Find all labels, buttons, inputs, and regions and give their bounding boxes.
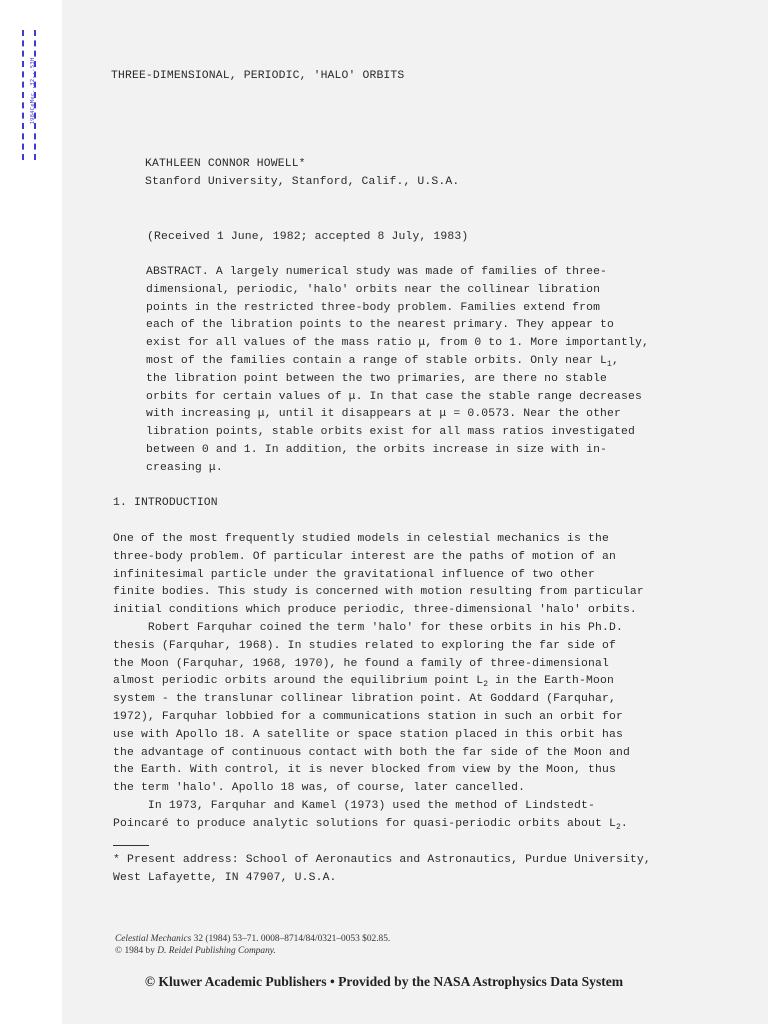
intro-line: [113, 798, 644, 816]
abstract-line-text: points in the restricted three-body problem. Families extend from: [146, 301, 601, 314]
subscript: 1: [607, 359, 612, 369]
abstract-line-tail: ,: [612, 354, 619, 367]
intro-line-text: three-body problem. Of particular interest are the paths of motion of an: [113, 550, 616, 563]
intro-line-text: use with Apollo 18. A satellite or space station placed in this orbit has: [113, 728, 623, 741]
intro-line-text: almost periodic orbits around the equilibrium point L: [113, 675, 484, 688]
paper-title: THREE-DIMENSIONAL, PERIODIC, 'HALO' ORBITS: [111, 70, 405, 82]
bibcode-stamp: [22, 30, 36, 160]
section-heading: 1. INTRODUCTION: [113, 497, 218, 509]
ads-footer: © Kluwer Academic Publishers • Provided by the NASA Astrophysics Data System: [144, 974, 624, 989]
footnote-rule: [113, 845, 149, 846]
abstract-line: [146, 406, 649, 424]
abstract-line: [146, 389, 649, 407]
author-name: KATHLEEN CONNOR HOWELL*: [145, 158, 306, 170]
intro-line-text: system - the translunar collinear libration point. At Goddard (Farquhar,: [113, 693, 616, 706]
abstract-line: [146, 282, 649, 300]
subscript: 2: [483, 680, 489, 690]
journal-line: [115, 933, 390, 945]
journal-name: Celestial Mechanics: [115, 934, 192, 944]
abstract-line: [146, 353, 649, 371]
abstract-line-text: libration points, stable orbits exist for all mass ratios investigated: [146, 426, 635, 439]
intro-line-tail: .: [620, 817, 628, 830]
intro-line: [113, 762, 644, 780]
intro-line-text: the term 'halo'. Apollo 18 was, of course, later cancelled.: [113, 782, 526, 795]
intro-line: [113, 584, 644, 602]
intro-line-text: In 1973, Farquhar and Kamel (1973) used the method of Lindstedt-: [113, 799, 595, 812]
footnote: [113, 852, 651, 888]
journal-volume: 32 (1984) 53–71. 0008–8714/84/0321–0053 $02.85.: [191, 934, 391, 944]
intro-line: [113, 691, 644, 709]
intro-line-text: Poincaré to produce analytic solutions for quasi-periodic orbits about L: [113, 817, 616, 830]
intro-line: [113, 727, 644, 745]
abstract-line: [146, 371, 649, 389]
intro-line-tail: in the Earth-Moon: [488, 675, 614, 688]
abstract-line-text: ABSTRACT. A largely numerical study was made of families of three-: [146, 266, 608, 278]
intro-line-text: One of the most frequently studied models in celestial mechanics is the: [113, 533, 609, 545]
publisher-name: D. Reidel Publishing Company.: [157, 946, 276, 956]
abstract-line-text: the libration point between the two primaries, are there no stable: [146, 372, 608, 385]
intro-line-text: infinitesimal particle under the gravitational influence of two other: [113, 568, 595, 581]
footnote-line-text: West Lafayette, IN 47907, U.S.A.: [113, 871, 337, 884]
abstract-line: [146, 460, 649, 478]
subscript: 2: [615, 822, 621, 832]
footnote-line: [113, 870, 651, 888]
bibcode-text: 1984CeMec..32...53H: [30, 57, 36, 125]
intro-line-text: finite bodies. This study is concerned with motion resulting from particular: [113, 586, 644, 599]
intro-line: [113, 816, 644, 834]
received-dates: (Received 1 June, 1982; accepted 8 July, 1983): [147, 231, 469, 243]
intro-line: [113, 745, 644, 763]
abstract-line-text: creasing μ.: [146, 461, 223, 474]
intro-line: [113, 567, 644, 585]
journal-citation: [115, 933, 390, 957]
abstract-line-text: each of the libration points to the nearest primary. They appear to: [146, 319, 615, 332]
abstract-line-text: between 0 and 1. In addition, the orbits increase in size with in-: [146, 443, 608, 456]
abstract-line-text: orbits for certain values of μ. In that case the stable range decreases: [146, 390, 642, 403]
copyright-line: [115, 945, 390, 957]
abstract-line-text: exist for all values of the mass ratio μ, from 0 to 1. More importantly,: [146, 337, 649, 350]
abstract-line: [146, 317, 649, 335]
intro-line: [113, 531, 644, 549]
intro-line: [113, 656, 644, 674]
intro-line: [113, 780, 644, 798]
intro-line-text: the Moon (Farquhar, 1968, 1970), he found a family of three-dimensional: [113, 657, 609, 670]
abstract-line: [146, 442, 649, 460]
intro-line-text: the Earth. With control, it is never blocked from view by the Moon, thus: [113, 764, 616, 777]
intro-line: [113, 638, 644, 656]
intro-line-text: the advantage of continuous contact with both the far side of the Moon and: [113, 746, 630, 759]
abstract-line-text: with increasing μ, until it disappears at μ = 0.0573. Near the other: [146, 408, 622, 421]
copyright-prefix: © 1984 by: [115, 946, 158, 956]
intro-line-text: Robert Farquhar coined the term 'halo' for these orbits in his Ph.D.: [113, 621, 623, 634]
abstract-line-text: dimensional, periodic, 'halo' orbits near the collinear libration: [146, 283, 601, 296]
abstract-line: [146, 335, 649, 353]
abstract-line: [146, 424, 649, 442]
intro-line-text: 1972), Farquhar lobbied for a communications station in such an orbit for: [113, 710, 623, 723]
intro-line: [113, 673, 644, 691]
abstract: [146, 264, 649, 478]
author-affiliation: Stanford University, Stanford, Calif., U.S.A.: [145, 176, 460, 188]
intro-line: [113, 602, 644, 620]
intro-line: [113, 709, 644, 727]
abstract-line-text: most of the families contain a range of stable orbits. Only near L: [146, 354, 608, 367]
intro-line: [113, 549, 644, 567]
footnote-line: [113, 852, 651, 870]
intro-line: [113, 620, 644, 638]
intro-line-text: initial conditions which produce periodic, three-dimensional 'halo' orbits.: [113, 604, 637, 617]
introduction-body: [113, 531, 644, 834]
abstract-line: [146, 264, 649, 282]
intro-line-text: thesis (Farquhar, 1968). In studies related to exploring the far side of: [113, 639, 616, 652]
footnote-line-text: * Present address: School of Aeronautics and Astronautics, Purdue University,: [113, 854, 651, 866]
abstract-line: [146, 300, 649, 318]
